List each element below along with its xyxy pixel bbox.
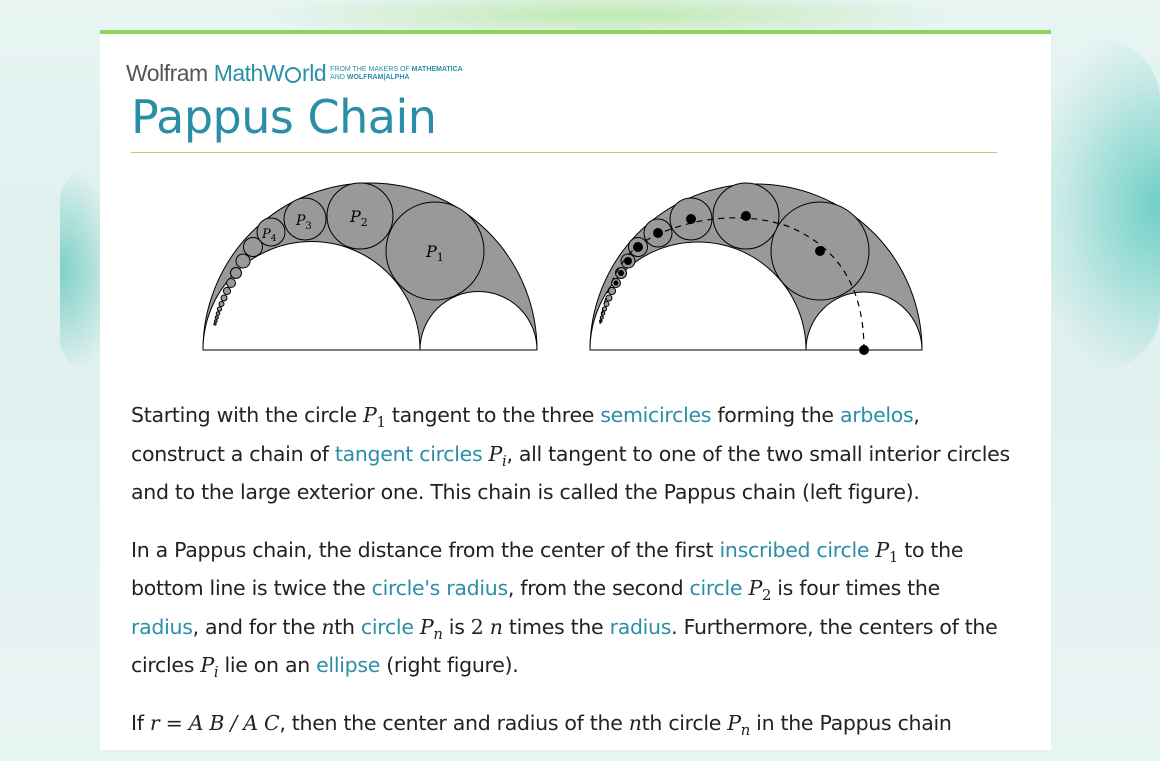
logo-mathworld	[214, 60, 326, 87]
label-p4: $P_4$	[262, 227, 277, 244]
tagline-wolfram-alpha: WOLFRAM|ALPHA	[346, 74, 410, 81]
link-radius[interactable]: radius	[131, 614, 193, 639]
link-ellipse[interactable]: ellipse	[316, 653, 381, 677]
logo-tagline	[330, 66, 463, 82]
paragraph-2: In a Pappus chain, the distance from the center of the first inscribed circle $P_1$ to the bottom line is twice the circle's radius, from the second circle $P_2$ is four times the radius, and for the nth circle $P_n$ is 2 n times the radius. Furthermore, the centers of the circles $P_i$ lie on an ellipse (right figure).	[131, 537, 998, 682]
tagline-mathematica: MATHEMATICA	[411, 66, 463, 73]
paragraph-3: If r = A B / A C, then the center and radius of the nth circle $P_n$ in the Pappus chain	[131, 710, 952, 739]
globe-icon	[285, 67, 301, 83]
article-body	[131, 396, 1011, 761]
link-arbelos[interactable]: arbelos	[839, 403, 914, 427]
link-radius-2[interactable]: radius	[609, 614, 672, 639]
paragraph-1: Starting with the circle $P_1$ tangent to the three semicircles forming the arbelos, construct a chain of tangent circles $P_i$, all tangent to one of the two small interior circles and to the large exterior one. This chain is called the Pappus chain (left figure).	[131, 403, 1010, 504]
label-p2: $P_2$	[350, 207, 368, 229]
content-card	[100, 30, 1051, 750]
tagline-text-1: FROM THE MAKERS OF	[330, 66, 410, 73]
tagline-text-2: AND	[330, 74, 345, 81]
left-figure	[203, 183, 537, 350]
site-logo[interactable]	[126, 60, 463, 87]
right-figure	[590, 183, 922, 355]
link-circles-radius[interactable]: circle's radius	[371, 576, 508, 600]
link-circle[interactable]: circle	[689, 576, 743, 600]
label-p1: $P_1$	[426, 242, 444, 264]
page-title: Pappus Chain	[131, 90, 437, 144]
label-p3: $P_3$	[296, 213, 312, 232]
logo-mathworld-b: rld	[302, 60, 327, 86]
background-surface-right	[1040, 40, 1160, 370]
logo-wolfram: Wolfram	[126, 60, 208, 86]
logo-mathworld-a: MathW	[213, 60, 285, 86]
link-inscribed-circle[interactable]: inscribed circle	[719, 537, 870, 562]
link-semicircles[interactable]: semicircles	[600, 403, 712, 427]
title-divider	[131, 152, 997, 153]
link-tangent-circles[interactable]: tangent circles	[334, 441, 483, 466]
link-circle-2[interactable]: circle	[360, 614, 414, 639]
pappus-chain-figure	[200, 179, 925, 359]
